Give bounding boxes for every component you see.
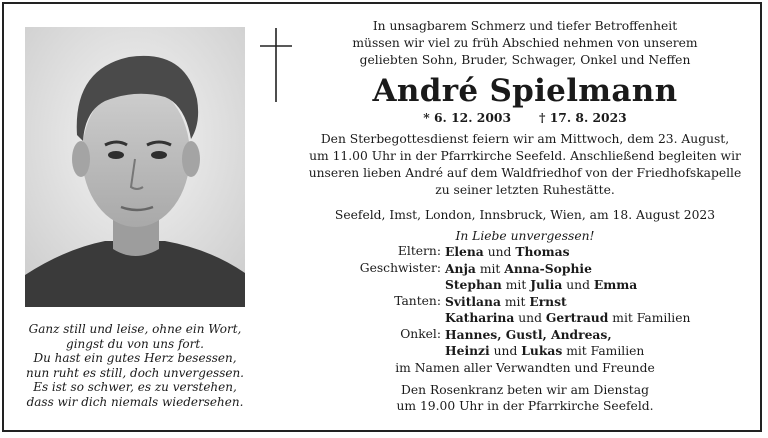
family-list bbox=[300, 244, 750, 360]
family-row-aunts bbox=[300, 294, 750, 311]
family-name: Anna-Sophie bbox=[504, 260, 592, 276]
family-row-siblings-2 bbox=[300, 277, 750, 294]
cross-icon bbox=[258, 26, 294, 104]
family-label: Onkel: bbox=[400, 326, 441, 341]
family-conj: und bbox=[566, 278, 590, 292]
family-conj: mit bbox=[505, 278, 527, 292]
funeral-service-text bbox=[300, 131, 750, 199]
family-name: Thomas bbox=[515, 244, 570, 259]
birth-date: * 6. 12. 2003 bbox=[423, 110, 511, 125]
poem-line: gingst du von uns fort. bbox=[66, 336, 204, 351]
family-row-uncles-2 bbox=[300, 343, 750, 360]
family-name: Katharina bbox=[445, 310, 515, 325]
family-conj: und bbox=[493, 344, 518, 358]
poem-line: Es ist so schwer, es zu verstehen, bbox=[33, 380, 237, 394]
family-name: Svitlana bbox=[445, 293, 501, 309]
rosary-line: Den Rosenkranz beten wir am Dienstag bbox=[401, 383, 649, 397]
family-label: Eltern: bbox=[397, 244, 441, 258]
service-line: unseren lieben André auf dem Waldfriedhof von der Friedhofskapelle bbox=[308, 166, 742, 180]
closing-line: im Namen aller Verwandten und Freunde bbox=[395, 360, 655, 375]
portrait-photo bbox=[25, 27, 245, 307]
service-line: zu seiner letzten Ruhestätte. bbox=[435, 183, 615, 197]
family-conj: und bbox=[487, 245, 512, 259]
poem-line: Du hast ein gutes Herz besessen, bbox=[33, 351, 237, 365]
family-label: Geschwister: bbox=[359, 260, 441, 275]
family-name: Emma bbox=[593, 277, 638, 292]
family-conj: mit Familien bbox=[612, 311, 691, 325]
rosary-line: um 19.00 Uhr in der Pfarrkirche Seefeld. bbox=[396, 399, 654, 413]
intro-line: In unsagbarem Schmerz und tiefer Betroffenheit bbox=[372, 19, 678, 33]
family-label: Tanten: bbox=[394, 293, 441, 308]
family-name: Elena bbox=[445, 244, 484, 259]
place-date: Seefeld, Imst, London, Innsbruck, Wien, am 18. August 2023 bbox=[334, 208, 716, 222]
intro-text bbox=[300, 18, 750, 69]
poem-line: Ganz still und leise, ohne ein Wort, bbox=[28, 322, 242, 336]
rosary-text bbox=[300, 382, 750, 414]
family-name: Lukas bbox=[521, 343, 563, 358]
family-name: Heinzi bbox=[445, 343, 490, 358]
family-name: Ernst bbox=[529, 293, 567, 309]
family-row-parents bbox=[300, 244, 750, 261]
memorial-poem bbox=[10, 322, 260, 409]
family-name: Hannes, Gustl, Andreas, bbox=[445, 326, 612, 342]
intro-line: müssen wir viel zu früh Abschied nehmen von unserem bbox=[352, 36, 698, 50]
family-name: Gertraud bbox=[545, 310, 609, 325]
family-conj: und bbox=[518, 311, 542, 325]
life-dates bbox=[300, 111, 750, 125]
poem-line: nun ruht es still, doch unvergessen. bbox=[25, 365, 244, 380]
death-date: † 17. 8. 2023 bbox=[539, 110, 627, 125]
deceased-name: André Spielmann bbox=[372, 73, 678, 109]
family-row-uncles bbox=[300, 327, 750, 344]
family-conj: mit bbox=[504, 294, 526, 309]
family-name: Stephan bbox=[445, 277, 502, 292]
intro-line: geliebten Sohn, Bruder, Schwager, Onkel und Neffen bbox=[359, 53, 691, 67]
family-row-aunts-2 bbox=[300, 310, 750, 327]
family-conj: mit bbox=[479, 261, 501, 276]
family-conj: mit Familien bbox=[566, 344, 645, 358]
family-name: Julia bbox=[530, 277, 563, 292]
family-name: Anja bbox=[445, 260, 476, 276]
family-row-siblings bbox=[300, 261, 750, 278]
service-line: Den Sterbegottesdienst feiern wir am Mittwoch, dem 23. August, bbox=[320, 132, 730, 146]
service-line: um 11.00 Uhr in der Pfarrkirche Seefeld. Anschließend begleiten wir bbox=[309, 149, 741, 163]
poem-line: dass wir dich niemals wiedersehen. bbox=[26, 394, 244, 409]
obituary-text bbox=[300, 18, 750, 414]
memory-line: In Liebe unvergessen! bbox=[455, 229, 595, 243]
